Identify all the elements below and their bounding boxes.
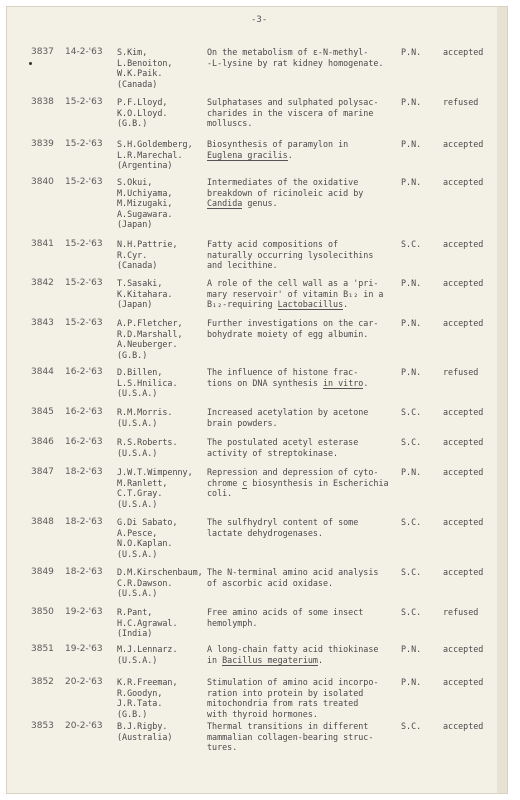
entry-status: accepted xyxy=(443,318,484,328)
entry-authors: K.R.Freeman, R.Goodyn, J.R.Tata. (G.B.) xyxy=(117,677,178,719)
entry-authors: N.H.Pattrie, R.Cyr. (Canada) xyxy=(117,239,178,270)
entry-title-text: Stimulation of amino acid incorpo- ration into protein by isolated mitochondria from rats treated with thyroid hormones. xyxy=(207,677,379,719)
entry-date: 15-2-'63 xyxy=(65,239,103,249)
entry-title-underlined: Euglena gracilis xyxy=(207,149,288,160)
entry-number: 3848 xyxy=(31,517,54,527)
entry-title xyxy=(207,644,378,665)
entry-referee: S.C. xyxy=(401,607,422,617)
ink-dot xyxy=(29,62,32,65)
entry-authors: R.S.Roberts. (U.S.A.) xyxy=(117,437,178,458)
entry-title-text: The sulfhydryl content of some lactate dehydrogenases. xyxy=(207,517,359,538)
entry-number: 3849 xyxy=(31,567,54,577)
entry-date: 15-2-'63 xyxy=(65,139,103,149)
entry-title-text: . xyxy=(363,377,369,388)
entry-title-underlined: c xyxy=(242,477,248,488)
entry-referee: P.N. xyxy=(401,97,422,107)
page-edge xyxy=(497,7,507,793)
entry-title-text: Fatty acid compositions of naturally occurring lysolecithins and lecithine. xyxy=(207,239,374,270)
entry-date: 16-2-'63 xyxy=(65,367,103,377)
entry-title-text: . xyxy=(317,654,323,665)
entry-status: accepted xyxy=(443,177,484,187)
entry-referee: S.C. xyxy=(401,239,422,249)
entry-title-text: genus. xyxy=(242,198,278,208)
entry-title-underlined: in vitro xyxy=(322,377,364,388)
entry-status: accepted xyxy=(443,644,484,654)
entry-date: 19-2-'63 xyxy=(65,644,103,654)
entry-title-text: Biosynthesis of paramylon in xyxy=(207,139,349,149)
entry-title-text: biosynthesis in Escherichia coli. xyxy=(207,477,389,498)
entry-title-text: The postulated acetyl esterase activity of streptokinase. xyxy=(207,437,359,458)
entry-number: 3838 xyxy=(31,97,54,107)
entry-date: 16-2-'63 xyxy=(65,437,103,447)
entry-date: 15-2-'63 xyxy=(65,318,103,328)
entry-date: 18-2-'63 xyxy=(65,567,103,577)
entry-number: 3850 xyxy=(31,607,54,617)
entry-number: 3845 xyxy=(31,407,54,417)
entry-title xyxy=(207,467,389,499)
entry-title-text: Further investigations on the car- bohydrate moiety of egg albumin. xyxy=(207,318,379,339)
entry-title-text: A long-chain fatty acid thiokinase in xyxy=(207,644,379,665)
entry-number: 3852 xyxy=(31,677,54,687)
entry-title xyxy=(207,177,363,209)
entry-title-text: . xyxy=(287,149,293,160)
document-page xyxy=(6,6,508,794)
entry-status: accepted xyxy=(443,407,484,417)
entry-title xyxy=(207,437,358,458)
entry-status: accepted xyxy=(443,139,484,149)
entry-title-underlined: Bacillus megaterium xyxy=(222,654,318,665)
entry-status: accepted xyxy=(443,278,484,288)
entry-number: 3839 xyxy=(31,139,54,149)
entry-date: 20-2-'63 xyxy=(65,721,103,731)
entry-status: accepted xyxy=(443,677,484,687)
entry-title xyxy=(207,47,383,68)
entry-referee: P.N. xyxy=(401,318,422,328)
entry-referee: S.C. xyxy=(401,721,422,731)
entry-title-text: Sulphatases and sulphated polysac- charides in the viscera of marine molluscs. xyxy=(207,97,379,128)
entry-title xyxy=(207,517,358,538)
entry-authors: P.F.Lloyd, K.O.Lloyd. (G.B.) xyxy=(117,97,168,128)
entry-referee: P.N. xyxy=(401,177,422,187)
entry-referee: S.C. xyxy=(401,517,422,527)
entry-authors: B.J.Rigby. (Australia) xyxy=(117,721,173,742)
entry-authors: R.Pant, H.C.Agrawal. (India) xyxy=(117,607,178,638)
entry-status: refused xyxy=(443,367,479,377)
entry-authors: G.Di Sabato, A.Pesce, N.O.Kaplan. (U.S.A.) xyxy=(117,517,178,559)
entry-title xyxy=(207,407,368,428)
entry-title-text: The N-terminal amino acid analysis of ascorbic acid oxidase. xyxy=(207,567,379,588)
entry-title xyxy=(207,721,373,753)
entry-date: 15-2-'63 xyxy=(65,97,103,107)
entry-date: 18-2-'63 xyxy=(65,517,103,527)
entry-date: 16-2-'63 xyxy=(65,407,103,417)
entry-status: accepted xyxy=(443,467,484,477)
entry-title xyxy=(207,239,373,271)
entry-title xyxy=(207,367,368,388)
entry-title-text: A role of the cell wall as a 'pri- mary reservoir' of vitamin B₁₂ in a B₁₂-requiring xyxy=(207,278,384,309)
entry-status: accepted xyxy=(443,567,484,577)
entry-authors: S.Okui, M.Uchiyama, M.Mizugaki, A.Sugawara. (Japan) xyxy=(117,177,173,229)
entry-number: 3847 xyxy=(31,467,54,477)
entry-title-text: Repression and depression of cyto- chrome xyxy=(207,467,379,488)
entry-date: 15-2-'63 xyxy=(65,278,103,288)
entry-referee: S.C. xyxy=(401,567,422,577)
entry-title xyxy=(207,677,378,719)
entry-title-underlined: Candida xyxy=(207,198,243,208)
entry-number: 3843 xyxy=(31,318,54,328)
entry-title-text: On the metabolism of ε-N-methyl- -L-lysine by rat kidney homogenate. xyxy=(207,47,384,68)
entry-number: 3841 xyxy=(31,239,54,249)
entry-status: accepted xyxy=(443,437,484,447)
entry-title-text: Thermal transitions in different mammalian collagen-bearing struc- tures. xyxy=(207,721,374,752)
entry-authors: S.H.Goldemberg, L.R.Marechal. (Argentina) xyxy=(117,139,193,170)
entry-authors: A.P.Fletcher, R.D.Marshall, A.Neuberger. (G.B.) xyxy=(117,318,183,360)
entry-authors: T.Sasaki, K.Kitahara. (Japan) xyxy=(117,278,173,309)
entry-referee: S.C. xyxy=(401,407,422,417)
entry-referee: P.N. xyxy=(401,367,422,377)
entry-number: 3837 xyxy=(31,47,54,57)
entry-referee: P.N. xyxy=(401,278,422,288)
entry-date: 18-2-'63 xyxy=(65,467,103,477)
entry-status: accepted xyxy=(443,239,484,249)
entry-number: 3851 xyxy=(31,644,54,654)
entry-title-text: The influence of histone frac- tions on DNA synthesis xyxy=(207,367,359,388)
entry-date: 19-2-'63 xyxy=(65,607,103,617)
entry-authors: D.Billen, L.S.Hnilica. (U.S.A.) xyxy=(117,367,178,398)
entry-referee: P.N. xyxy=(401,139,422,149)
entry-authors: S.Kim, L.Benoiton, W.K.Paik. (Canada) xyxy=(117,47,173,89)
entry-referee: S.C. xyxy=(401,437,422,447)
entry-date: 20-2-'63 xyxy=(65,677,103,687)
page-number: -3- xyxy=(251,15,268,25)
entry-number: 3853 xyxy=(31,721,54,731)
entry-title-text: Intermediates of the oxidative breakdown of ricinoleic acid by xyxy=(207,177,364,198)
entry-status: accepted xyxy=(443,517,484,527)
entry-title xyxy=(207,567,378,588)
entry-title-underlined: Lactobacillus xyxy=(277,299,344,309)
entry-status: accepted xyxy=(443,47,484,57)
entry-authors: D.M.Kirschenbaum, C.R.Dawson. (U.S.A.) xyxy=(117,567,203,598)
entry-title xyxy=(207,278,383,310)
entry-number: 3840 xyxy=(31,177,54,187)
entry-referee: P.N. xyxy=(401,677,422,687)
entry-title xyxy=(207,139,348,160)
entry-date: 14-2-'63 xyxy=(65,47,103,57)
entry-number: 3842 xyxy=(31,278,54,288)
entry-title xyxy=(207,607,363,628)
entry-status: refused xyxy=(443,607,479,617)
entry-authors: M.J.Lennarz. (U.S.A.) xyxy=(117,644,178,665)
entry-status: accepted xyxy=(443,721,484,731)
entry-referee: P.N. xyxy=(401,47,422,57)
entry-title xyxy=(207,97,378,129)
entry-title-text: . xyxy=(343,299,349,309)
entry-authors: R.M.Morris. (U.S.A.) xyxy=(117,407,173,428)
entry-title-text: Increased acetylation by acetone brain powders. xyxy=(207,407,369,428)
entry-title xyxy=(207,318,378,339)
entry-status: refused xyxy=(443,97,479,107)
entry-number: 3844 xyxy=(31,367,54,377)
entry-number: 3846 xyxy=(31,437,54,447)
entry-referee: P.N. xyxy=(401,644,422,654)
entry-authors: J.W.T.Wimpenny, M.Ranlett, C.T.Gray. (U.S.A.) xyxy=(117,467,193,509)
entry-referee: P.N. xyxy=(401,467,422,477)
entry-date: 15-2-'63 xyxy=(65,177,103,187)
entry-title-text: Free amino acids of some insect hemolymph. xyxy=(207,607,364,628)
